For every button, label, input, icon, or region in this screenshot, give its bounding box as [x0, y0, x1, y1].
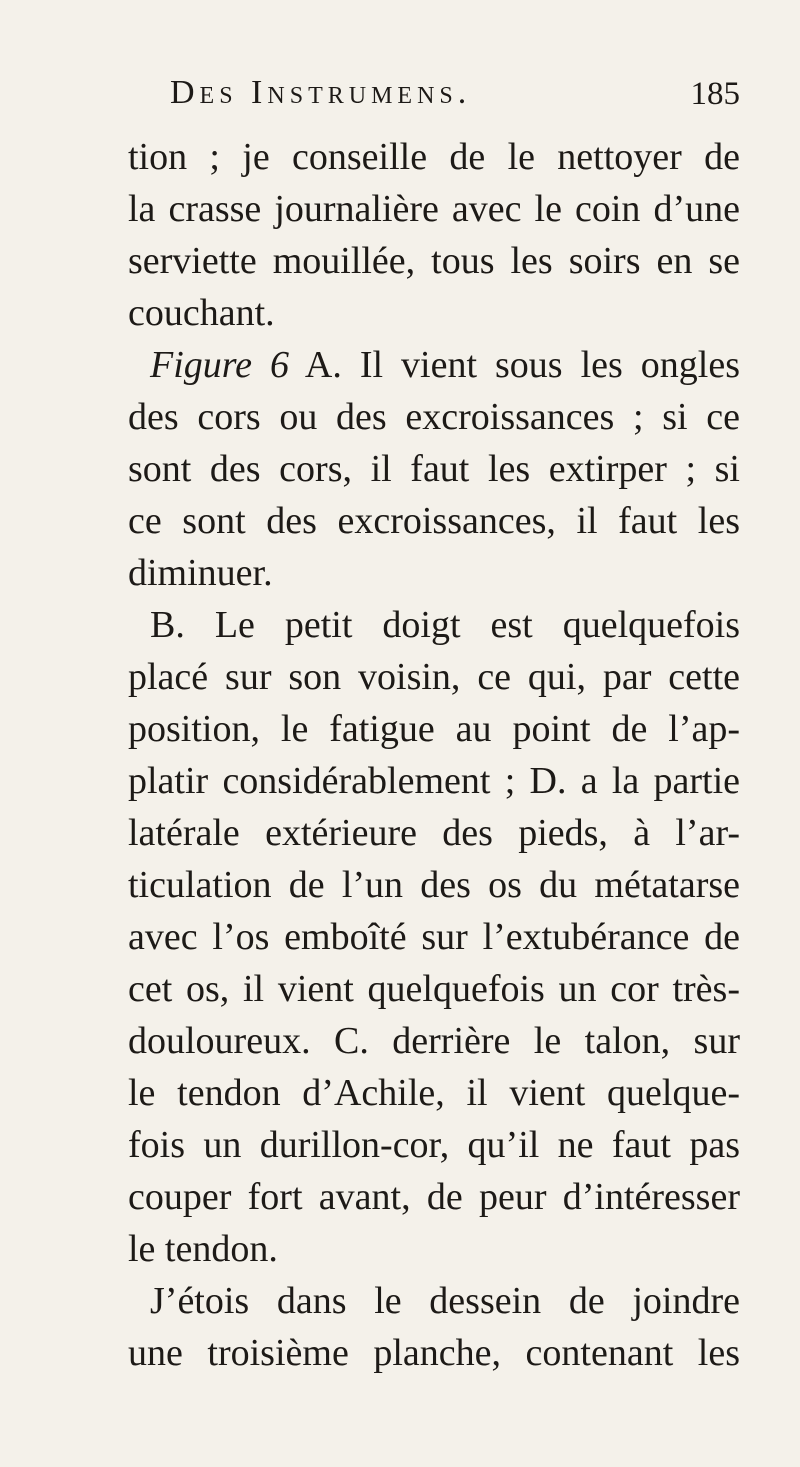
text-line: tion ; je conseille de le nettoyer de — [128, 136, 740, 178]
text-line: le tendon d’Achile, il vient quelque- — [128, 1072, 740, 1114]
text-line: ce sont des excroissances, il faut les — [128, 500, 740, 542]
text-line: position, le fatigue au point de l’ap- — [128, 708, 740, 750]
text-line: placé sur son voisin, ce qui, par cette — [128, 656, 740, 698]
text-line: une troisième planche, contenant les — [128, 1332, 740, 1374]
text-line: douloureux. C. derrière le talon, sur — [128, 1020, 740, 1062]
text-line: platir considérablement ; D. a la partie — [128, 760, 740, 802]
running-title: Des Instrumens. — [170, 74, 472, 111]
text-line: J’étois dans le dessein de joindre — [150, 1280, 740, 1322]
figure-label: Figure 6 — [150, 344, 290, 386]
text-line: diminuer. — [128, 552, 273, 594]
text-line: le tendon. — [128, 1228, 278, 1270]
text-line: serviette mouillée, tous les soirs en se — [128, 240, 740, 282]
text-line: couchant. — [128, 292, 275, 334]
text-line: B. Le petit doigt est quelquefois — [150, 604, 740, 646]
page-number: 185 — [690, 76, 740, 112]
text-line: latérale extérieure des pieds, à l’ar- — [128, 812, 740, 854]
body-text — [128, 130, 740, 1375]
figure-text: A. Il vient sous les ongles — [289, 344, 740, 386]
text-line-figure — [128, 338, 740, 393]
text-line: sont des cors, il faut les extirper ; si — [128, 448, 740, 490]
text-line: fois un durillon-cor, qu’il ne faut pas — [128, 1124, 740, 1166]
text-line: la crasse journalière avec le coin d’une — [128, 188, 740, 230]
text-line: des cors ou des excroissances ; si ce — [128, 396, 740, 438]
text-line: couper fort avant, de peur d’intéresser — [128, 1176, 740, 1218]
page-header — [150, 74, 740, 124]
text-line: ticulation de l’un des os du métatarse — [128, 864, 740, 906]
text-line: cet os, il vient quelquefois un cor très- — [128, 968, 740, 1010]
text-line: avec l’os emboîté sur l’extubérance de — [128, 916, 740, 958]
